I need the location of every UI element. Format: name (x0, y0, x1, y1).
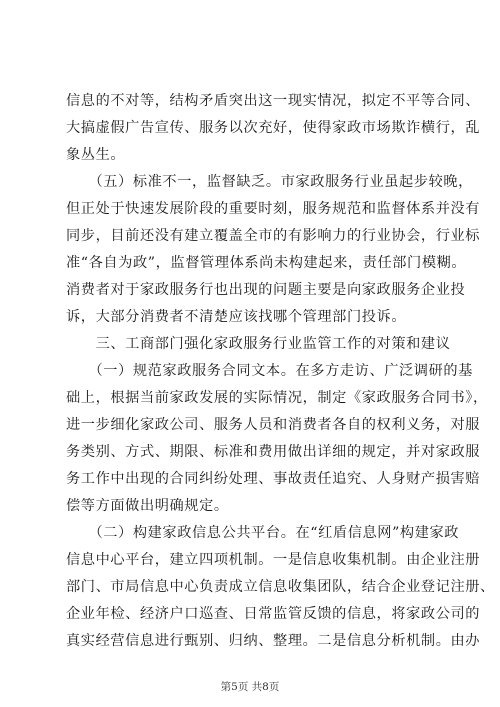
text-line: （五）标准不一，监督缺乏。市家政服务行业虽起步较晚， (66, 174, 473, 190)
text-line: 进一步细化家政公司、服务人员和消费者各自的权利义务，对服 (66, 417, 481, 433)
text-line: 信息的不对等，结构矛盾突出这一现实情况，拟定不平等合同、 (66, 93, 481, 109)
text-line: 务工作中出现的合同纠纷处理、事故责任追究、人身财产损害赔 (66, 471, 481, 487)
text-line: （一）规范家政服务合同文本。在多方走访、广泛调研的基 (66, 363, 473, 379)
text-line: 信息中心平台，建立四项机制。一是信息收集机制。由企业注册 (66, 552, 481, 568)
body-text (66, 88, 495, 655)
text-line: 诉，大部分消费者不清楚应该找哪个管理部门投诉。 (66, 309, 407, 325)
text-line: 企业年检、经济户口巡查、日常监管反馈的信息，将家政公司的 (66, 606, 481, 622)
text-line: 消费者对于家政服务行也出现的问题主要是向家政服务企业投 (66, 282, 466, 298)
text-line: 但正处于快速发展阶段的重要时刻，服务规范和监督体系并没有 (66, 201, 481, 217)
page-footer: 第5页 共8页 (220, 681, 280, 693)
text-line: 象丛生。 (66, 147, 126, 163)
text-line: 真实经营信息进行甄别、归纳、整理。二是信息分析机制。由办 (66, 633, 481, 649)
document-body (66, 88, 495, 655)
text-line: 部门、市局信息中心负责成立信息收集团队，结合企业登记注册、 (66, 579, 495, 595)
text-line: 偿等方面做出明确规定。 (66, 498, 229, 514)
text-line: 同步，目前还没有建立覆盖全市的有影响力的行业协会，行业标 (66, 228, 481, 244)
text-line: （二）构建家政信息公共平台。在“红盾信息网”构建家政 (66, 525, 460, 541)
text-line: 准“各自为政”，监督管理体系尚未构建起来，责任部门模糊。 (66, 255, 467, 271)
text-line: 务类别、方式、期限、标准和费用做出详细的规定，并对家政服 (66, 444, 481, 460)
text-line: 础上，根据当前家政发展的实际情况，制定《家政服务合同书》， (66, 390, 488, 406)
section-heading: 三、工商部门强化家政服务行业监管工作的对策和建议 (66, 336, 451, 352)
text-line: 大搞虚假广告宣传、服务以次充好，使得家政市场欺诈横行，乱 (66, 120, 481, 136)
